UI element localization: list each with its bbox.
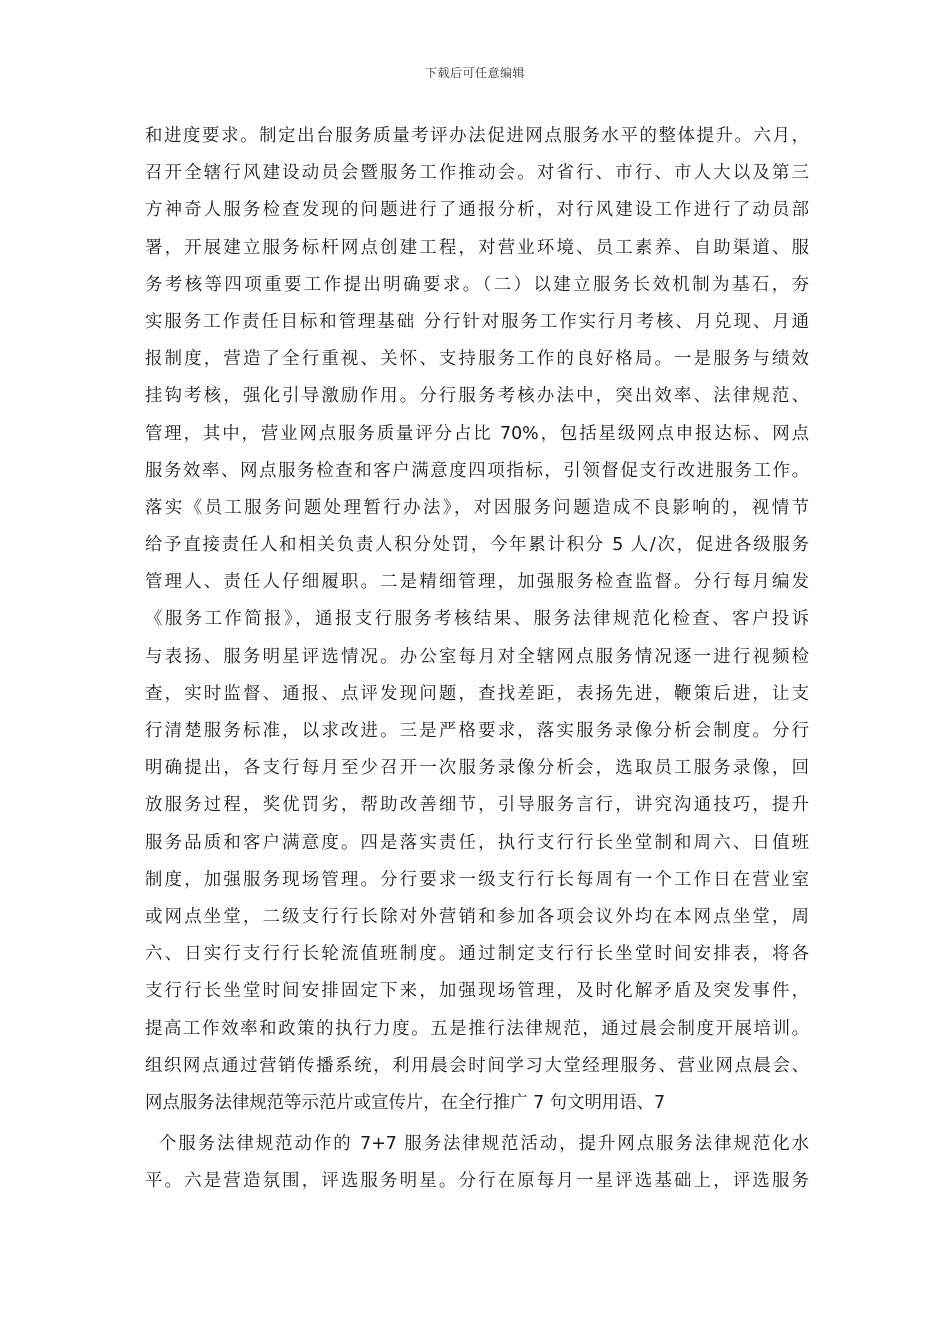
text-line: 管理人、责任人仔细履职。二是精细管理，加强服务检查监督。分行每月编发 [145, 572, 809, 593]
document-body [145, 118, 809, 1200]
text-line: 方神奇人服务检查发现的问题进行了通报分析，对行风建设工作进行了动员部 [145, 200, 809, 221]
text-line: 落实《员工服务问题处理暂行办法》，对因服务问题造成不良影响的，视情节 [145, 497, 809, 518]
text-line: 明确提出，各支行每月至少召开一次服务录像分析会，选取员工服务录像，回 [145, 758, 809, 779]
text-line: 放服务过程，奖优罚劣，帮助改善细节，引导服务言行，讲究沟通技巧，提升 [145, 795, 809, 816]
text-line: 给予直接责任人和相关负责人积分处罚，今年累计积分 5 人/次，促进各级服务 [145, 535, 809, 556]
text-line: 行清楚服务标准，以求改进。三是严格要求，落实服务录像分析会制度。分行 [145, 721, 809, 741]
text-line: 六、日实行支行行长轮流值班制度。通过制定支行行长坐堂时间安排表，将各 [145, 944, 809, 965]
text-line: 或网点坐堂，二级支行行长除对外营销和参加各项会议外均在本网点坐堂，周 [145, 906, 809, 927]
text-line: 支行行长坐堂时间安排固定下来，加强现场管理，及时化解矛盾及突发事件， [145, 981, 809, 1002]
text-line: 务考核等四项重要工作提出明确要求。（二）以建立服务长效机制为基石，夯 [145, 274, 809, 295]
paragraph-1 [145, 118, 809, 1122]
text-line: 《服务工作简报》，通报支行服务考核结果、服务法律规范化检查、客户投诉 [145, 609, 809, 630]
text-line: 和进度要求。制定出台服务质量考评办法促进网点服务水平的整体提升。六月， [145, 126, 809, 146]
text-line: 个服务法律规范动作的 7+7 服务法律规范活动，提升网点服务法律规范化水 [159, 1134, 809, 1155]
page-header: 下载后可任意编辑 [424, 66, 525, 80]
text-line: 报制度，营造了全行重视、关怀、支持服务工作的良好格局。一是服务与绩效 [145, 349, 809, 370]
text-line: 管理，其中，营业网点服务质量评分占比 70%，包括星级网点申报达标、网点 [145, 423, 809, 444]
text-line: 服务品质和客户满意度。四是落实责任，执行支行行长坐堂制和周六、日值班 [145, 832, 809, 853]
text-line: 网点服务法律规范等示范片或宣传片，在全行推广 7 句文明用语、7 [145, 1092, 666, 1113]
text-line: 制度，加强服务现场管理。分行要求一级支行行长每周有一个工作日在营业室 [145, 869, 809, 890]
text-line: 与表扬、服务明星评选情况。办公室每月对全辖网点服务情况逐一进行视频检 [145, 646, 809, 667]
text-line: 署，开展建立服务标杆网点创建工程，对营业环境、员工素养、自助渠道、服 [145, 237, 809, 258]
text-line: 查，实时监督、通报、点评发现问题，查找差距，表扬先进，鞭策后进，让支 [145, 683, 809, 704]
text-line: 平。六是营造氛围，评选服务明星。分行在原每月一星评选基础上，评选服务 [145, 1171, 809, 1192]
paragraph-2 [145, 1126, 809, 1200]
text-line: 提高工作效率和政策的执行力度。五是推行法律规范，通过晨会制度开展培训。 [145, 1018, 809, 1039]
text-line: 组织网点通过营销传播系统，利用晨会时间学习大堂经理服务、营业网点晨会、 [145, 1055, 809, 1076]
text-line: 服务效率、网点服务检查和客户满意度四项指标，引领督促支行改进服务工作。 [145, 460, 809, 481]
text-line: 实服务工作责任目标和管理基础 分行针对服务工作实行月考核、月兑现、月通 [145, 311, 809, 332]
text-line: 挂钩考核，强化引导激励作用。分行服务考核办法中，突出效率、法律规范、 [145, 386, 809, 407]
text-line: 召开全辖行风建设动员会暨服务工作推动会。对省行、市行、市人大以及第三 [145, 163, 809, 184]
